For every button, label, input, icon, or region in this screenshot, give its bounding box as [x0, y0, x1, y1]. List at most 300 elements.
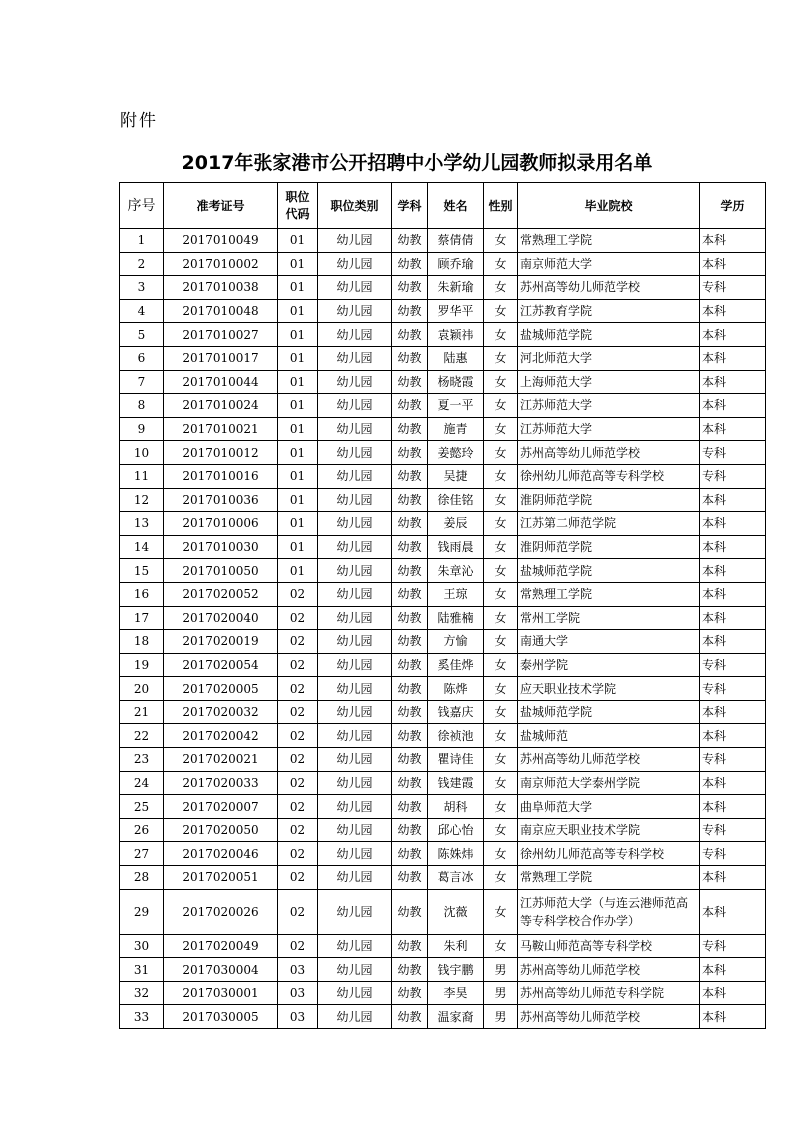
cell-position-code: 01 — [278, 252, 318, 276]
table-row — [120, 653, 766, 677]
cell-school: 常熟理工学院 — [518, 582, 700, 606]
table-row — [120, 700, 766, 724]
cell-gender: 女 — [484, 370, 518, 394]
cell-name: 钱建霞 — [428, 771, 484, 795]
cell-seq: 22 — [120, 724, 164, 748]
cell-education: 本科 — [700, 582, 766, 606]
cell-name: 温家裔 — [428, 1005, 484, 1029]
cell-position-type: 幼儿园 — [318, 818, 392, 842]
cell-subject: 幼教 — [392, 889, 428, 934]
cell-seq: 3 — [120, 276, 164, 300]
cell-school: 盐城师范 — [518, 724, 700, 748]
cell-name: 朱利 — [428, 934, 484, 958]
cell-exam-number: 2017010024 — [164, 394, 278, 418]
cell-position-type: 幼儿园 — [318, 394, 392, 418]
cell-exam-number: 2017020054 — [164, 653, 278, 677]
cell-seq: 17 — [120, 606, 164, 630]
cell-subject: 幼教 — [392, 559, 428, 583]
cell-exam-number: 2017010030 — [164, 535, 278, 559]
table-row — [120, 441, 766, 465]
page-title: 2017年张家港市公开招聘中小学幼儿园教师拟录用名单 — [181, 152, 653, 174]
cell-position-code: 03 — [278, 981, 318, 1005]
cell-name: 朱新瑜 — [428, 276, 484, 300]
cell-subject: 幼教 — [392, 276, 428, 300]
cell-gender: 女 — [484, 252, 518, 276]
cell-school: 苏州高等幼儿师范学校 — [518, 958, 700, 982]
cell-gender: 女 — [484, 323, 518, 347]
cell-position-type: 幼儿园 — [318, 653, 392, 677]
cell-education: 专科 — [700, 842, 766, 866]
cell-name: 姜辰 — [428, 512, 484, 536]
cell-name: 徐佳铭 — [428, 488, 484, 512]
cell-position-code: 01 — [278, 535, 318, 559]
cell-school: 南京师范大学 — [518, 252, 700, 276]
cell-exam-number: 2017020019 — [164, 630, 278, 654]
cell-subject: 幼教 — [392, 346, 428, 370]
header-gender: 性别 — [484, 183, 518, 229]
cell-seq: 18 — [120, 630, 164, 654]
hiring-list-table — [119, 182, 766, 1029]
cell-name: 钱宇鹏 — [428, 958, 484, 982]
cell-exam-number: 2017020049 — [164, 934, 278, 958]
cell-school: 南京应天职业技术学院 — [518, 818, 700, 842]
cell-exam-number: 2017020021 — [164, 748, 278, 772]
cell-position-type: 幼儿园 — [318, 464, 392, 488]
cell-position-code: 01 — [278, 229, 318, 253]
cell-exam-number: 2017010048 — [164, 299, 278, 323]
cell-subject: 幼教 — [392, 464, 428, 488]
cell-subject: 幼教 — [392, 866, 428, 890]
cell-seq: 31 — [120, 958, 164, 982]
cell-position-code: 03 — [278, 1005, 318, 1029]
cell-exam-number: 2017010036 — [164, 488, 278, 512]
cell-position-code: 02 — [278, 748, 318, 772]
cell-school: 苏州高等幼儿师范学校 — [518, 748, 700, 772]
cell-gender: 女 — [484, 346, 518, 370]
cell-subject: 幼教 — [392, 630, 428, 654]
cell-position-code: 02 — [278, 700, 318, 724]
cell-name: 顾乔瑜 — [428, 252, 484, 276]
cell-exam-number: 2017010006 — [164, 512, 278, 536]
cell-name: 瞿诗佳 — [428, 748, 484, 772]
cell-position-type: 幼儿园 — [318, 795, 392, 819]
cell-name: 奚佳烨 — [428, 653, 484, 677]
cell-position-type: 幼儿园 — [318, 700, 392, 724]
table-row — [120, 370, 766, 394]
cell-position-code: 01 — [278, 441, 318, 465]
cell-exam-number: 2017020033 — [164, 771, 278, 795]
cell-position-type: 幼儿园 — [318, 488, 392, 512]
cell-education: 本科 — [700, 323, 766, 347]
cell-education: 本科 — [700, 535, 766, 559]
cell-position-type: 幼儿园 — [318, 441, 392, 465]
header-subject: 学科 — [392, 183, 428, 229]
cell-name: 葛言冰 — [428, 866, 484, 890]
attachment-label: 附件 — [120, 111, 158, 131]
cell-seq: 11 — [120, 464, 164, 488]
cell-school: 盐城师范学院 — [518, 559, 700, 583]
cell-position-code: 02 — [278, 889, 318, 934]
cell-subject: 幼教 — [392, 677, 428, 701]
cell-education: 本科 — [700, 299, 766, 323]
cell-education: 本科 — [700, 724, 766, 748]
cell-education: 专科 — [700, 818, 766, 842]
cell-position-code: 01 — [278, 370, 318, 394]
cell-position-type: 幼儿园 — [318, 889, 392, 934]
cell-school: 应天职业技术学院 — [518, 677, 700, 701]
cell-subject: 幼教 — [392, 488, 428, 512]
cell-education: 专科 — [700, 748, 766, 772]
cell-education: 本科 — [700, 346, 766, 370]
cell-gender: 女 — [484, 724, 518, 748]
cell-seq: 25 — [120, 795, 164, 819]
cell-education: 本科 — [700, 630, 766, 654]
cell-position-type: 幼儿园 — [318, 981, 392, 1005]
cell-school: 淮阴师范学院 — [518, 488, 700, 512]
cell-education: 本科 — [700, 700, 766, 724]
cell-school: 徐州幼儿师范高等专科学校 — [518, 464, 700, 488]
cell-name: 陈烨 — [428, 677, 484, 701]
cell-school: 常熟理工学院 — [518, 866, 700, 890]
cell-education: 本科 — [700, 958, 766, 982]
cell-school: 泰州学院 — [518, 653, 700, 677]
cell-subject: 幼教 — [392, 512, 428, 536]
table-row — [120, 299, 766, 323]
table-row — [120, 934, 766, 958]
cell-position-code: 01 — [278, 299, 318, 323]
cell-subject: 幼教 — [392, 229, 428, 253]
cell-subject: 幼教 — [392, 1005, 428, 1029]
cell-school: 上海师范大学 — [518, 370, 700, 394]
cell-gender: 女 — [484, 394, 518, 418]
cell-position-code: 01 — [278, 512, 318, 536]
cell-subject: 幼教 — [392, 842, 428, 866]
cell-position-type: 幼儿园 — [318, 229, 392, 253]
cell-seq: 19 — [120, 653, 164, 677]
cell-gender: 女 — [484, 771, 518, 795]
cell-position-code: 02 — [278, 818, 318, 842]
cell-seq: 33 — [120, 1005, 164, 1029]
cell-exam-number: 2017020050 — [164, 818, 278, 842]
cell-position-type: 幼儿园 — [318, 771, 392, 795]
cell-subject: 幼教 — [392, 323, 428, 347]
cell-position-code: 01 — [278, 488, 318, 512]
cell-name: 蔡倩倩 — [428, 229, 484, 253]
cell-seq: 20 — [120, 677, 164, 701]
cell-seq: 12 — [120, 488, 164, 512]
cell-gender: 女 — [484, 417, 518, 441]
cell-education: 专科 — [700, 934, 766, 958]
cell-seq: 16 — [120, 582, 164, 606]
table-row — [120, 394, 766, 418]
cell-position-code: 01 — [278, 464, 318, 488]
cell-position-type: 幼儿园 — [318, 559, 392, 583]
cell-subject: 幼教 — [392, 653, 428, 677]
cell-name: 朱章沁 — [428, 559, 484, 583]
cell-exam-number: 2017010021 — [164, 417, 278, 441]
cell-education: 本科 — [700, 370, 766, 394]
cell-position-code: 02 — [278, 842, 318, 866]
cell-education: 专科 — [700, 276, 766, 300]
cell-school: 南京师范大学泰州学院 — [518, 771, 700, 795]
cell-position-type: 幼儿园 — [318, 1005, 392, 1029]
table-row — [120, 842, 766, 866]
cell-education: 本科 — [700, 866, 766, 890]
cell-gender: 女 — [484, 677, 518, 701]
cell-subject: 幼教 — [392, 748, 428, 772]
cell-position-type: 幼儿园 — [318, 370, 392, 394]
table-row — [120, 630, 766, 654]
cell-seq: 10 — [120, 441, 164, 465]
cell-exam-number: 2017020005 — [164, 677, 278, 701]
cell-school: 淮阴师范学院 — [518, 535, 700, 559]
table-row — [120, 417, 766, 441]
cell-gender: 男 — [484, 958, 518, 982]
cell-position-type: 幼儿园 — [318, 748, 392, 772]
cell-school: 苏州高等幼儿师范专科学院 — [518, 981, 700, 1005]
cell-subject: 幼教 — [392, 981, 428, 1005]
cell-gender: 女 — [484, 748, 518, 772]
cell-gender: 女 — [484, 653, 518, 677]
cell-education: 本科 — [700, 606, 766, 630]
cell-seq: 29 — [120, 889, 164, 934]
header-school: 毕业院校 — [518, 183, 700, 229]
cell-position-code: 01 — [278, 559, 318, 583]
cell-name: 李昊 — [428, 981, 484, 1005]
cell-exam-number: 2017010027 — [164, 323, 278, 347]
cell-gender: 男 — [484, 1005, 518, 1029]
cell-school: 苏州高等幼儿师范学校 — [518, 276, 700, 300]
table-row — [120, 535, 766, 559]
cell-exam-number: 2017020042 — [164, 724, 278, 748]
cell-education: 本科 — [700, 394, 766, 418]
cell-name: 罗华平 — [428, 299, 484, 323]
cell-subject: 幼教 — [392, 818, 428, 842]
cell-exam-number: 2017020046 — [164, 842, 278, 866]
table-row — [120, 346, 766, 370]
cell-school: 苏州高等幼儿师范学校 — [518, 441, 700, 465]
cell-school: 曲阜师范大学 — [518, 795, 700, 819]
cell-school: 盐城师范学院 — [518, 323, 700, 347]
header-position-type: 职位类别 — [318, 183, 392, 229]
table-row — [120, 1005, 766, 1029]
cell-position-type: 幼儿园 — [318, 934, 392, 958]
cell-position-code: 02 — [278, 630, 318, 654]
cell-exam-number: 2017020040 — [164, 606, 278, 630]
cell-name: 姜懿玲 — [428, 441, 484, 465]
cell-seq: 15 — [120, 559, 164, 583]
cell-gender: 女 — [484, 606, 518, 630]
cell-position-code: 02 — [278, 866, 318, 890]
header-education: 学历 — [700, 183, 766, 229]
cell-gender: 男 — [484, 981, 518, 1005]
cell-education: 本科 — [700, 512, 766, 536]
cell-name: 施青 — [428, 417, 484, 441]
cell-gender: 女 — [484, 441, 518, 465]
cell-subject: 幼教 — [392, 370, 428, 394]
table-row — [120, 559, 766, 583]
cell-position-code: 02 — [278, 653, 318, 677]
cell-gender: 女 — [484, 795, 518, 819]
cell-gender: 女 — [484, 488, 518, 512]
table-row — [120, 464, 766, 488]
table-body — [120, 229, 766, 1029]
cell-position-type: 幼儿园 — [318, 630, 392, 654]
cell-subject: 幼教 — [392, 252, 428, 276]
cell-gender: 女 — [484, 934, 518, 958]
table-row — [120, 488, 766, 512]
cell-seq: 6 — [120, 346, 164, 370]
cell-position-type: 幼儿园 — [318, 417, 392, 441]
cell-exam-number: 2017020032 — [164, 700, 278, 724]
cell-name: 陆雅楠 — [428, 606, 484, 630]
cell-education: 本科 — [700, 252, 766, 276]
cell-seq: 14 — [120, 535, 164, 559]
cell-seq: 7 — [120, 370, 164, 394]
cell-school: 常熟理工学院 — [518, 229, 700, 253]
cell-name: 杨晓霞 — [428, 370, 484, 394]
cell-exam-number: 2017010050 — [164, 559, 278, 583]
cell-position-type: 幼儿园 — [318, 346, 392, 370]
cell-position-type: 幼儿园 — [318, 535, 392, 559]
cell-name: 吴捷 — [428, 464, 484, 488]
cell-gender: 女 — [484, 582, 518, 606]
cell-school: 江苏师范大学 — [518, 394, 700, 418]
table-row — [120, 795, 766, 819]
cell-name: 夏一平 — [428, 394, 484, 418]
cell-position-code: 02 — [278, 934, 318, 958]
cell-seq: 26 — [120, 818, 164, 842]
cell-position-code: 01 — [278, 323, 318, 347]
cell-position-type: 幼儿园 — [318, 677, 392, 701]
cell-name: 钱雨晨 — [428, 535, 484, 559]
table-row — [120, 981, 766, 1005]
cell-seq: 2 — [120, 252, 164, 276]
cell-school: 马鞍山师范高等专科学校 — [518, 934, 700, 958]
cell-name: 胡科 — [428, 795, 484, 819]
cell-school: 江苏师范大学 — [518, 417, 700, 441]
cell-exam-number: 2017010044 — [164, 370, 278, 394]
cell-position-type: 幼儿园 — [318, 606, 392, 630]
table-row — [120, 958, 766, 982]
cell-position-code: 02 — [278, 795, 318, 819]
cell-gender: 女 — [484, 512, 518, 536]
cell-position-type: 幼儿园 — [318, 323, 392, 347]
cell-education: 本科 — [700, 981, 766, 1005]
cell-exam-number: 2017010002 — [164, 252, 278, 276]
cell-subject: 幼教 — [392, 606, 428, 630]
cell-gender: 女 — [484, 276, 518, 300]
cell-subject: 幼教 — [392, 394, 428, 418]
cell-seq: 30 — [120, 934, 164, 958]
table-row — [120, 748, 766, 772]
cell-position-type: 幼儿园 — [318, 866, 392, 890]
cell-subject: 幼教 — [392, 582, 428, 606]
table-row — [120, 276, 766, 300]
cell-school: 河北师范大学 — [518, 346, 700, 370]
cell-gender: 女 — [484, 229, 518, 253]
cell-education: 本科 — [700, 229, 766, 253]
cell-gender: 女 — [484, 299, 518, 323]
cell-exam-number: 2017030005 — [164, 1005, 278, 1029]
cell-name: 王琼 — [428, 582, 484, 606]
cell-position-code: 02 — [278, 606, 318, 630]
cell-school: 常州工学院 — [518, 606, 700, 630]
cell-seq: 5 — [120, 323, 164, 347]
cell-school: 江苏教育学院 — [518, 299, 700, 323]
cell-name: 陆惠 — [428, 346, 484, 370]
cell-gender: 女 — [484, 866, 518, 890]
cell-school: 南通大学 — [518, 630, 700, 654]
cell-education: 本科 — [700, 488, 766, 512]
cell-name: 方愉 — [428, 630, 484, 654]
cell-school: 江苏第二师范学院 — [518, 512, 700, 536]
cell-subject: 幼教 — [392, 299, 428, 323]
cell-seq: 9 — [120, 417, 164, 441]
cell-subject: 幼教 — [392, 535, 428, 559]
cell-position-type: 幼儿园 — [318, 958, 392, 982]
cell-subject: 幼教 — [392, 795, 428, 819]
cell-position-code: 01 — [278, 417, 318, 441]
cell-position-type: 幼儿园 — [318, 724, 392, 748]
cell-exam-number: 2017010049 — [164, 229, 278, 253]
cell-position-code: 02 — [278, 677, 318, 701]
cell-seq: 1 — [120, 229, 164, 253]
cell-name: 陈姝炜 — [428, 842, 484, 866]
table-row — [120, 323, 766, 347]
cell-position-type: 幼儿园 — [318, 276, 392, 300]
cell-name: 沈薇 — [428, 889, 484, 934]
cell-exam-number: 2017010038 — [164, 276, 278, 300]
cell-subject: 幼教 — [392, 771, 428, 795]
table-row — [120, 252, 766, 276]
cell-gender: 女 — [484, 700, 518, 724]
cell-position-code: 01 — [278, 276, 318, 300]
cell-exam-number: 2017020052 — [164, 582, 278, 606]
cell-exam-number: 2017020026 — [164, 889, 278, 934]
cell-seq: 27 — [120, 842, 164, 866]
cell-position-type: 幼儿园 — [318, 299, 392, 323]
cell-position-type: 幼儿园 — [318, 842, 392, 866]
cell-education: 本科 — [700, 559, 766, 583]
cell-education: 本科 — [700, 771, 766, 795]
cell-position-code: 01 — [278, 394, 318, 418]
cell-seq: 21 — [120, 700, 164, 724]
cell-gender: 女 — [484, 464, 518, 488]
cell-position-type: 幼儿园 — [318, 512, 392, 536]
cell-school: 苏州高等幼儿师范学校 — [518, 1005, 700, 1029]
cell-exam-number: 2017020051 — [164, 866, 278, 890]
cell-education: 本科 — [700, 417, 766, 441]
cell-gender: 女 — [484, 889, 518, 934]
cell-seq: 32 — [120, 981, 164, 1005]
cell-education: 专科 — [700, 464, 766, 488]
cell-gender: 女 — [484, 842, 518, 866]
cell-exam-number: 2017010016 — [164, 464, 278, 488]
header-position-code: 职位 代码 — [278, 183, 318, 229]
cell-school: 盐城师范学院 — [518, 700, 700, 724]
cell-education: 本科 — [700, 1005, 766, 1029]
cell-gender: 女 — [484, 818, 518, 842]
cell-education: 专科 — [700, 441, 766, 465]
cell-seq: 8 — [120, 394, 164, 418]
cell-position-type: 幼儿园 — [318, 582, 392, 606]
table-row — [120, 724, 766, 748]
cell-seq: 13 — [120, 512, 164, 536]
cell-position-code: 03 — [278, 958, 318, 982]
table-row — [120, 229, 766, 253]
cell-position-code: 02 — [278, 582, 318, 606]
